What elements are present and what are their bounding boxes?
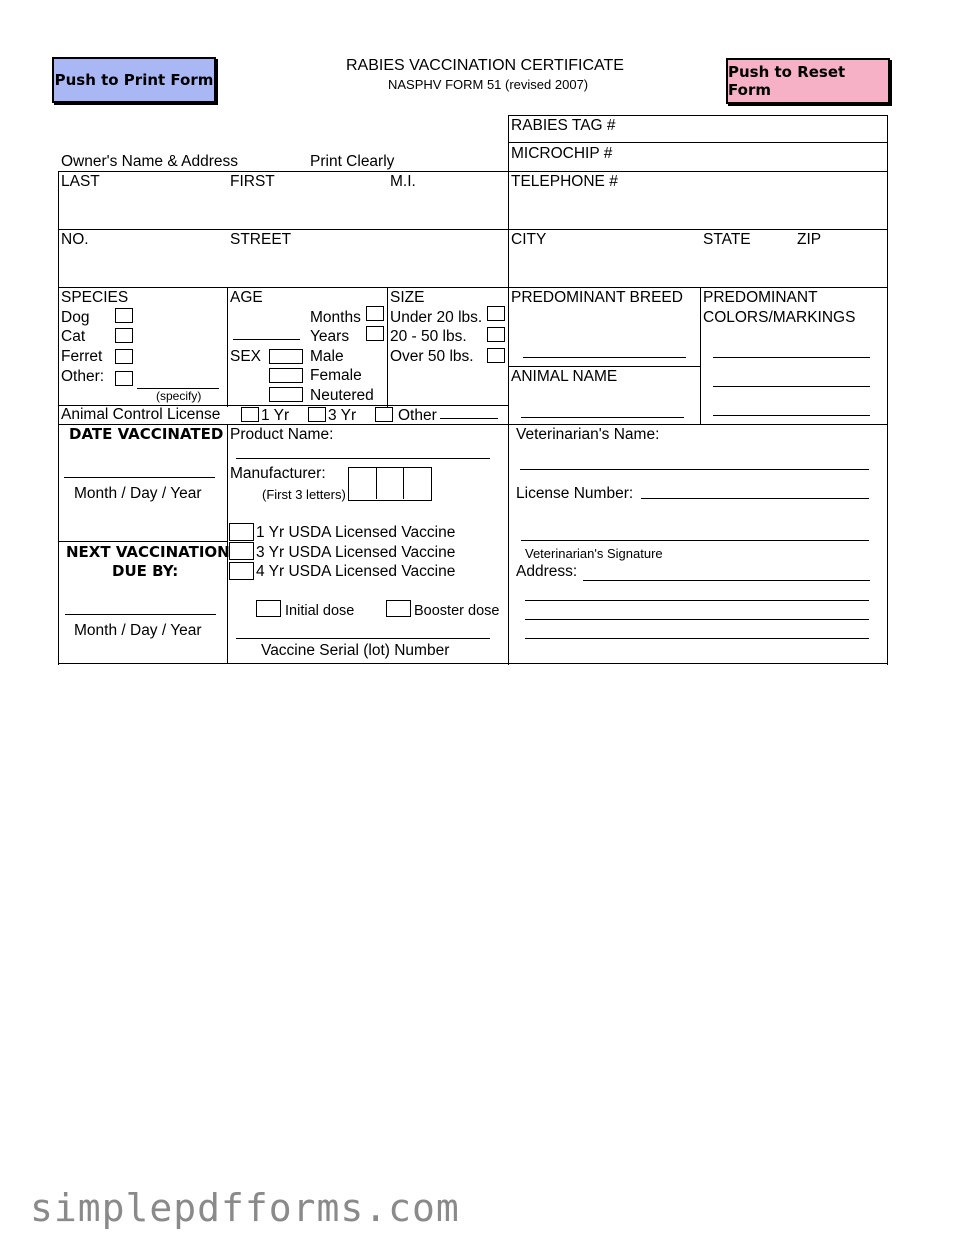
breed-line bbox=[523, 357, 686, 358]
age-months-label: Months bbox=[310, 309, 361, 326]
sex-neutered-label: Neutered bbox=[310, 387, 374, 404]
size-over50-label: Over 50 lbs. bbox=[390, 348, 474, 365]
print-clearly-note: Print Clearly bbox=[310, 153, 395, 170]
size-20-50-checkbox[interactable] bbox=[487, 327, 505, 342]
manufacturer-letter-boxes[interactable] bbox=[348, 467, 432, 501]
date-vaccinated-label: DATE VACCINATED bbox=[69, 425, 224, 443]
booster-dose-checkbox[interactable] bbox=[386, 600, 411, 617]
city-label: CITY bbox=[511, 231, 547, 248]
size-20-50-label: 20 - 50 lbs. bbox=[390, 328, 467, 345]
colors-label-line1: PREDOMINANT bbox=[703, 289, 818, 306]
sex-label: SEX bbox=[230, 348, 262, 365]
telephone-label: TELEPHONE # bbox=[511, 173, 618, 190]
vet-name-label: Veterinarian's Name: bbox=[516, 426, 660, 443]
serial-number-line bbox=[236, 638, 490, 639]
age-years-checkbox[interactable] bbox=[366, 326, 384, 341]
size-over50-checkbox[interactable] bbox=[487, 348, 505, 363]
vet-address-line-3 bbox=[525, 619, 869, 620]
vet-address-line-2 bbox=[525, 600, 869, 601]
size-under20-label: Under 20 lbs. bbox=[390, 309, 483, 326]
street-label: STREET bbox=[230, 231, 292, 248]
sex-neutered-checkbox[interactable] bbox=[269, 387, 303, 402]
vaccine-3yr-label: 3 Yr USDA Licensed Vaccine bbox=[256, 544, 456, 561]
manufacturer-label: Manufacturer: bbox=[230, 465, 326, 482]
vaccine-4yr-label: 4 Yr USDA Licensed Vaccine bbox=[256, 563, 456, 580]
license-1yr-label: 1 Yr bbox=[261, 407, 290, 424]
vaccine-3yr-checkbox[interactable] bbox=[229, 542, 254, 560]
sex-female-label: Female bbox=[310, 367, 362, 384]
age-label: AGE bbox=[230, 289, 263, 306]
vet-name-line bbox=[520, 469, 869, 470]
vet-signature-label: Veterinarian's Signature bbox=[525, 546, 663, 561]
vaccine-1yr-label: 1 Yr USDA Licensed Vaccine bbox=[256, 524, 456, 541]
specify-note: (specify) bbox=[156, 389, 202, 403]
next-vaccination-label: NEXT VACCINATION bbox=[66, 543, 230, 561]
sex-female-checkbox[interactable] bbox=[269, 368, 303, 383]
animal-name-label: ANIMAL NAME bbox=[511, 368, 618, 385]
vet-address-label: Address: bbox=[516, 563, 578, 580]
vet-license-line bbox=[641, 498, 869, 499]
license-3yr-label: 3 Yr bbox=[328, 407, 357, 424]
print-form-button[interactable] bbox=[52, 57, 216, 103]
next-vaccination-due-label: DUE BY: bbox=[112, 562, 179, 580]
manufacturer-note: (First 3 letters) bbox=[262, 487, 346, 502]
reset-form-button[interactable] bbox=[726, 58, 890, 104]
booster-dose-label: Booster dose bbox=[414, 603, 500, 619]
microchip-label: MICROCHIP # bbox=[511, 145, 613, 162]
species-ferret-checkbox[interactable] bbox=[115, 349, 133, 364]
vet-signature-line bbox=[521, 540, 869, 541]
size-under20-checkbox[interactable] bbox=[487, 306, 505, 321]
vet-address-line-4 bbox=[525, 638, 869, 639]
license-label: Animal Control License bbox=[61, 406, 221, 423]
age-value-line bbox=[233, 339, 300, 340]
species-cat-checkbox[interactable] bbox=[115, 328, 133, 343]
product-name-line bbox=[236, 458, 490, 459]
size-label: SIZE bbox=[390, 289, 425, 306]
species-other-checkbox[interactable] bbox=[115, 371, 133, 386]
species-cat-label: Cat bbox=[61, 328, 86, 345]
breed-label: PREDOMINANT BREED bbox=[511, 289, 683, 306]
reset-form-button-label: Push to Reset Form bbox=[728, 63, 846, 99]
date-vaccinated-format: Month / Day / Year bbox=[74, 485, 202, 502]
species-dog-label: Dog bbox=[61, 309, 90, 326]
sex-male-checkbox[interactable] bbox=[269, 349, 303, 364]
license-3yr-checkbox[interactable] bbox=[308, 407, 326, 422]
sex-male-label: Male bbox=[310, 348, 344, 365]
animal-name-line bbox=[521, 417, 684, 418]
owner-section-label: Owner's Name & Address bbox=[61, 153, 238, 170]
vaccine-1yr-checkbox[interactable] bbox=[229, 523, 254, 541]
form-title: RABIES VACCINATION CERTIFICATE bbox=[346, 57, 624, 74]
license-other-line bbox=[440, 418, 498, 419]
colors-line-1 bbox=[713, 357, 870, 358]
colors-line-2 bbox=[713, 386, 870, 387]
species-ferret-label: Ferret bbox=[61, 348, 103, 365]
initial-dose-checkbox[interactable] bbox=[256, 600, 281, 617]
form-subtitle: NASPHV FORM 51 (revised 2007) bbox=[388, 77, 589, 92]
next-vaccination-line bbox=[65, 614, 216, 615]
print-form-button-label: Push to Print Form bbox=[54, 71, 214, 89]
serial-number-label: Vaccine Serial (lot) Number bbox=[261, 642, 450, 659]
colors-line-3 bbox=[713, 415, 870, 416]
date-vaccinated-line bbox=[64, 477, 215, 478]
first-name-label: FIRST bbox=[230, 173, 275, 190]
species-label: SPECIES bbox=[61, 289, 129, 306]
age-years-label: Years bbox=[310, 328, 350, 345]
vet-address-line-1 bbox=[583, 580, 870, 581]
license-1yr-checkbox[interactable] bbox=[241, 407, 259, 422]
house-number-label: NO. bbox=[61, 231, 89, 248]
species-dog-checkbox[interactable] bbox=[115, 308, 133, 323]
license-other-label: Other bbox=[398, 407, 437, 424]
watermark-text: simplepdfforms.com bbox=[30, 1186, 460, 1230]
rabies-tag-label: RABIES TAG # bbox=[511, 117, 616, 134]
species-other-label: Other: bbox=[61, 368, 105, 385]
age-months-checkbox[interactable] bbox=[366, 306, 384, 321]
license-other-checkbox[interactable] bbox=[375, 407, 393, 422]
zip-label: ZIP bbox=[797, 231, 822, 248]
vet-license-label: License Number: bbox=[516, 485, 634, 502]
vaccine-4yr-checkbox[interactable] bbox=[229, 562, 254, 580]
colors-label-line2: COLORS/MARKINGS bbox=[703, 309, 856, 326]
next-vaccination-format: Month / Day / Year bbox=[74, 622, 202, 639]
last-name-label: LAST bbox=[61, 173, 100, 190]
state-label: STATE bbox=[703, 231, 751, 248]
product-name-label: Product Name: bbox=[230, 426, 334, 443]
middle-initial-label: M.I. bbox=[390, 173, 416, 190]
initial-dose-label: Initial dose bbox=[285, 603, 355, 619]
